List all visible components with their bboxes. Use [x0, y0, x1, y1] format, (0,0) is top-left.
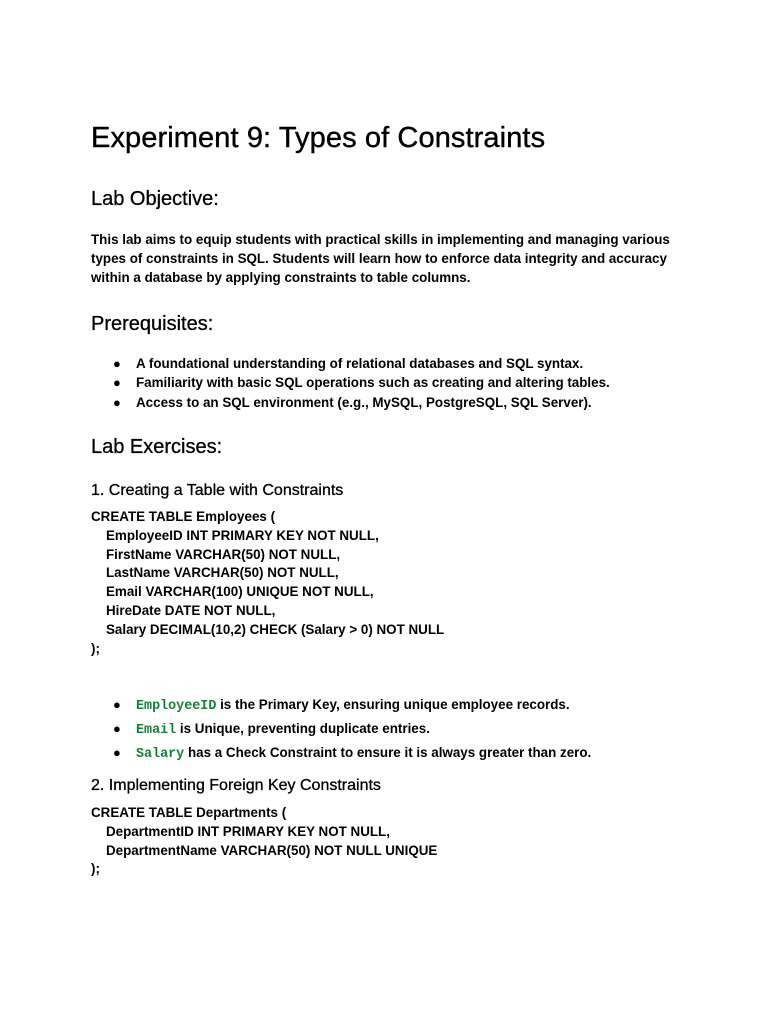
- code-line: Email VARCHAR(100) UNIQUE NOT NULL,: [106, 584, 374, 600]
- exercise-1-notes: [91, 694, 591, 765]
- bullet-icon: ●: [113, 697, 121, 712]
- inline-code: Salary: [136, 746, 185, 762]
- bullet-icon: ●: [113, 394, 121, 410]
- list-item: ● Familiarity with basic SQL operations such as creating and altering tables.: [91, 373, 610, 392]
- prerequisites-heading: Prerequisites:: [91, 313, 214, 335]
- exercise-2-code: [91, 804, 437, 879]
- exercise-1-code: [91, 508, 444, 658]
- bullet-icon: ●: [113, 356, 121, 371]
- code-line: );: [91, 861, 100, 877]
- list-item: ● Salary has a Check Constraint to ensure it is always greater than zero.: [91, 742, 591, 766]
- code-line: EmployeeID INT PRIMARY KEY NOT NULL,: [106, 527, 379, 543]
- code-line: DepartmentName VARCHAR(50) NOT NULL UNIQUE: [106, 842, 438, 858]
- exercises-heading: Lab Exercises:: [91, 436, 223, 458]
- code-line: CREATE TABLE Employees (: [91, 509, 276, 524]
- bullet-icon: ●: [113, 744, 121, 760]
- exercise-2-heading: 2. Implementing Foreign Key Constraints: [91, 777, 381, 794]
- inline-code: Email: [136, 722, 177, 738]
- list-item: ● A foundational understanding of relational databases and SQL syntax.: [91, 354, 610, 373]
- prerequisites-list: [91, 354, 610, 412]
- list-item: ● Email is Unique, preventing duplicate entries.: [91, 718, 591, 742]
- code-line: );: [91, 640, 100, 656]
- code-line: DepartmentID INT PRIMARY KEY NOT NULL,: [106, 823, 390, 839]
- bullet-icon: ●: [113, 720, 121, 736]
- list-item: ● Access to an SQL environment (e.g., MySQL, PostgreSQL, SQL Server).: [91, 393, 610, 412]
- code-line: HireDate DATE NOT NULL,: [106, 602, 276, 618]
- exercise-1-heading: 1. Creating a Table with Constraints: [91, 482, 344, 499]
- page-title: Experiment 9: Types of Constraints: [91, 122, 546, 154]
- code-line: FirstName VARCHAR(50) NOT NULL,: [106, 546, 341, 562]
- objective-heading: Lab Objective:: [91, 188, 219, 210]
- objective-text: This lab aims to equip students with practical skills in implementing and managing various types of constraints in SQL. Students will learn how to enforce data integrity and accuracy within a database by applying constraints to table columns.: [91, 232, 670, 285]
- inline-code: EmployeeID: [136, 699, 217, 714]
- code-line: LastName VARCHAR(50) NOT NULL,: [106, 565, 339, 581]
- code-line: Salary DECIMAL(10,2) CHECK (Salary > 0) NOT NULL: [106, 621, 445, 637]
- bullet-icon: ●: [113, 375, 121, 391]
- code-line: CREATE TABLE Departments (: [91, 805, 287, 820]
- list-item: ● EmployeeID is the Primary Key, ensuring unique employee records.: [91, 694, 591, 718]
